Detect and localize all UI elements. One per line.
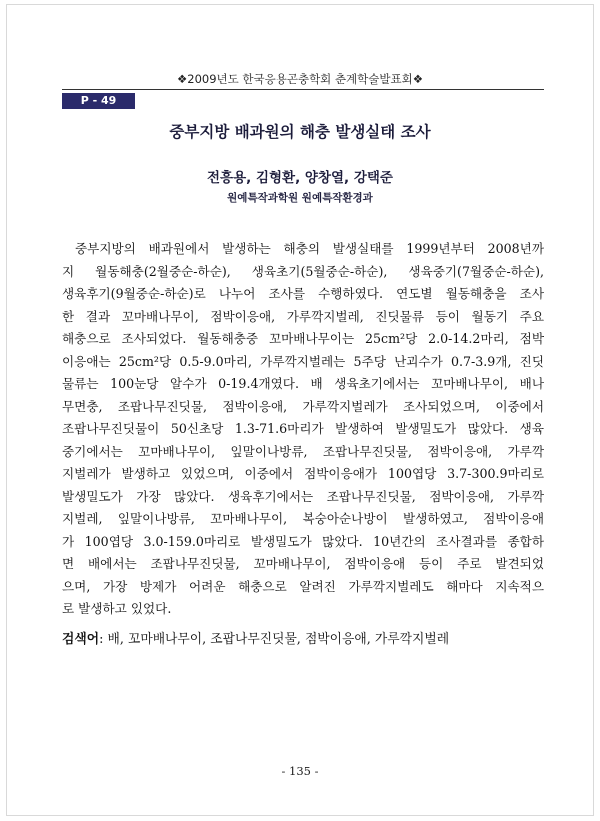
abstract-line: 로 발생하고 있었다. [62,601,172,616]
page-number: - 135 - [281,764,319,778]
poster-id-badge: P - 49 [62,93,135,109]
abstract-line: 지벌레, 잎말이나방류, 꼬마배나무이, 복숭아순나방이 발생하였고, 점박이응애 [62,511,544,526]
paper-authors: 전흥용, 김형환, 양창열, 강택준 [207,170,393,186]
abstract-line: 중부지방의 배과원에서 발생하는 해충의 발생실태를 1999년부터 2008년까 [75,241,544,256]
abstract-line: 발생밀도가 가장 많았다. 생육후기에서는 조팝나무진딧물, 점박이응애, 가루깍 [62,488,544,504]
abstract-line: 가 100엽당 3.0-159.0마리로 발생밀도가 많았다. 10년간의 조사결과를 종합하 [62,533,544,549]
abstract-line: 으며, 가장 방제가 어려운 해충으로 알려진 가루깍지벌레도 해마다 지속적으 [62,578,544,594]
abstract-line: 조팝나무진딧물이 50신초당 1.3-71.6마리가 발생하여 발생밀도가 많았다. 생육 [62,421,544,436]
abstract-line: 한 결과 꼬마배나무이, 점박이응애, 가루깍지벌레, 진딧물류 등이 월동기 주요 [62,308,544,324]
abstract-line: 이응애는 25cm²당 0.5-9.0마리, 가루깍지벌레는 5주당 난괴수가 0.7-3.9개, 진딧 [62,353,544,369]
abstract-line: 무면충, 조팝나무진딧물, 점박이응애, 가루깍지벌레가 조사되었으며, 이중에서 [62,398,544,414]
abstract-line: 지벌레가 발생하고 있었으며, 이중에서 점박이응애가 100엽당 3.7-300.9마리로 [62,466,544,481]
header-divider [62,89,544,90]
keywords-label: 검색어 [62,632,100,647]
abstract-line: 중기에서는 꼬마배나무이, 잎말이나방류, 조팝나무진딧물, 점박이응애, 가루깍 [62,443,544,459]
abstract-line: 면 배에서는 조팝나무진딧물, 꼬마배나무이, 점박이응애 등이 주로 발견되었 [62,556,544,571]
conference-header: ❖2009년도 한국응용곤충학회 춘계학술발표회❖ [176,72,424,86]
abstract-body [62,238,544,621]
keywords-line [62,628,544,647]
abstract-line: 지 월동해충(2월중순-하순), 생육초기(5월중순-하순), 생육중기(7월중순-하순), [62,263,544,279]
abstract-line: 생육후기(9월중순-하순)로 나누어 조사를 수행하였다. 연도별 월동해충을 조사 [62,286,544,301]
abstract-line: 물류는 100눈당 알수가 0-19.4개였다. 배 생육초기에서는 꼬마배나무이, 배나 [62,376,544,391]
abstract-line: 해충으로 조사되었다. 월동해충중 꼬마배나무이는 25cm²당 2.0-14.2마리, 점박 [62,331,544,346]
paper-affiliation: 원예특작과학원 원예특작환경과 [227,192,373,204]
paper-title: 중부지방 배과원의 해충 발생실태 조사 [169,123,431,141]
keywords-list: : 배, 꼬마배나무이, 조팝나무진딧물, 점박이응애, 가루깍지벌레 [99,632,450,647]
